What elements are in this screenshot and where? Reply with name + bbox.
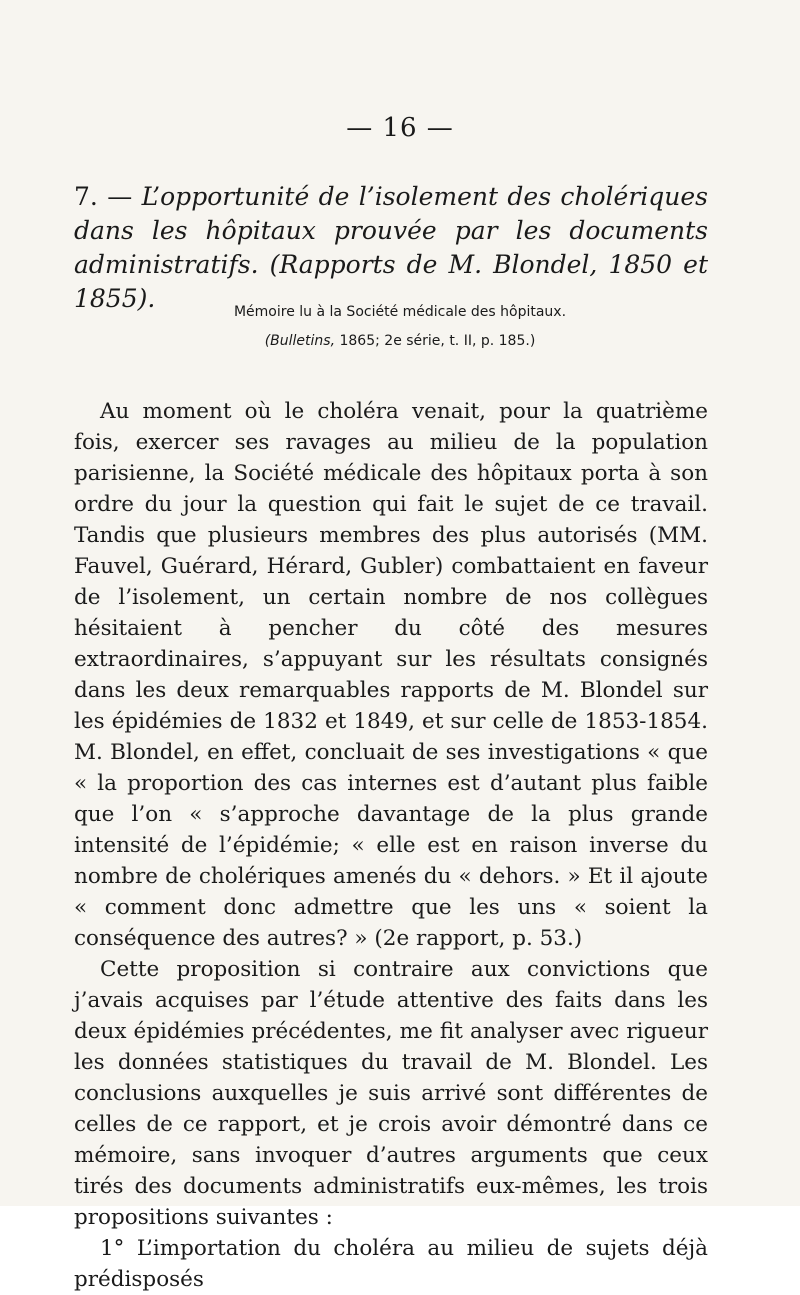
page-number: — 16 — <box>346 113 454 143</box>
section-title: L’opportunité de l’isolement des cholériques dans les hôpitaux prouvée par les documents administratifs. (Rapports de M. Blondel, 1850 et 1855). <box>74 182 708 313</box>
section-number: 7. — <box>74 182 133 211</box>
citation-details: 1865; 2e série, t. II, p. 185.) <box>339 333 536 349</box>
section-heading <box>74 180 708 316</box>
paragraph: 1° L’importation du choléra au milieu de sujets déjà prédisposés <box>74 1236 708 1292</box>
citation-journal: (Bulletins, <box>264 333 336 349</box>
paragraph: Au moment où le choléra venait, pour la quatrième fois, exercer ses ravages au milieu de la population parisienne, la Société médicale des hôpitaux porta à son ordre du jour la question qui fait le sujet de ce travail. Tandis que plusieurs membres des plus autorisés (MM. Fauvel, Guérard, Hérard, Gubler) combattaient en faveur de l’isolement, un certain nombre de nos collègues hésitaient à pencher du côté des mesures extraordinaires, s’appuyant sur les résultats consignés dans les deux remarquables rapports de M. Blondel sur les épidémies de 1832 et 1849, et sur celle de 1853-1854. M. Blondel, en effet, concluait de ses investigations « que « la proportion des cas internes est d’autant plus faible que l’on « s’approche davantage de la plus grande intensité de l’épidémie; « elle est en raison inverse du nombre de cholériques amenés du « dehors. » Et il ajoute « comment donc admettre que les uns « soient la conséquence des autres? » (2e rapport, p. 53.) <box>74 399 708 951</box>
body-text <box>74 396 708 1295</box>
source-note: Mémoire lu à la Société médicale des hôpitaux. <box>233 304 567 320</box>
source-citation <box>0 333 800 349</box>
paragraph: Cette proposition si contraire aux convictions que j’avais acquises par l’étude attentive des faits dans les deux épidémies précédentes, me fit analyser avec rigueur les données statistiques du travail de M. Blondel. Les conclusions auxquelles je suis arrivé sont différentes de celles de ce rapport, et je crois avoir démontré dans ce mémoire, sans invoquer d’autres arguments que ceux tirés des documents administratifs eux-mêmes, les trois propositions suivantes : <box>74 957 708 1230</box>
